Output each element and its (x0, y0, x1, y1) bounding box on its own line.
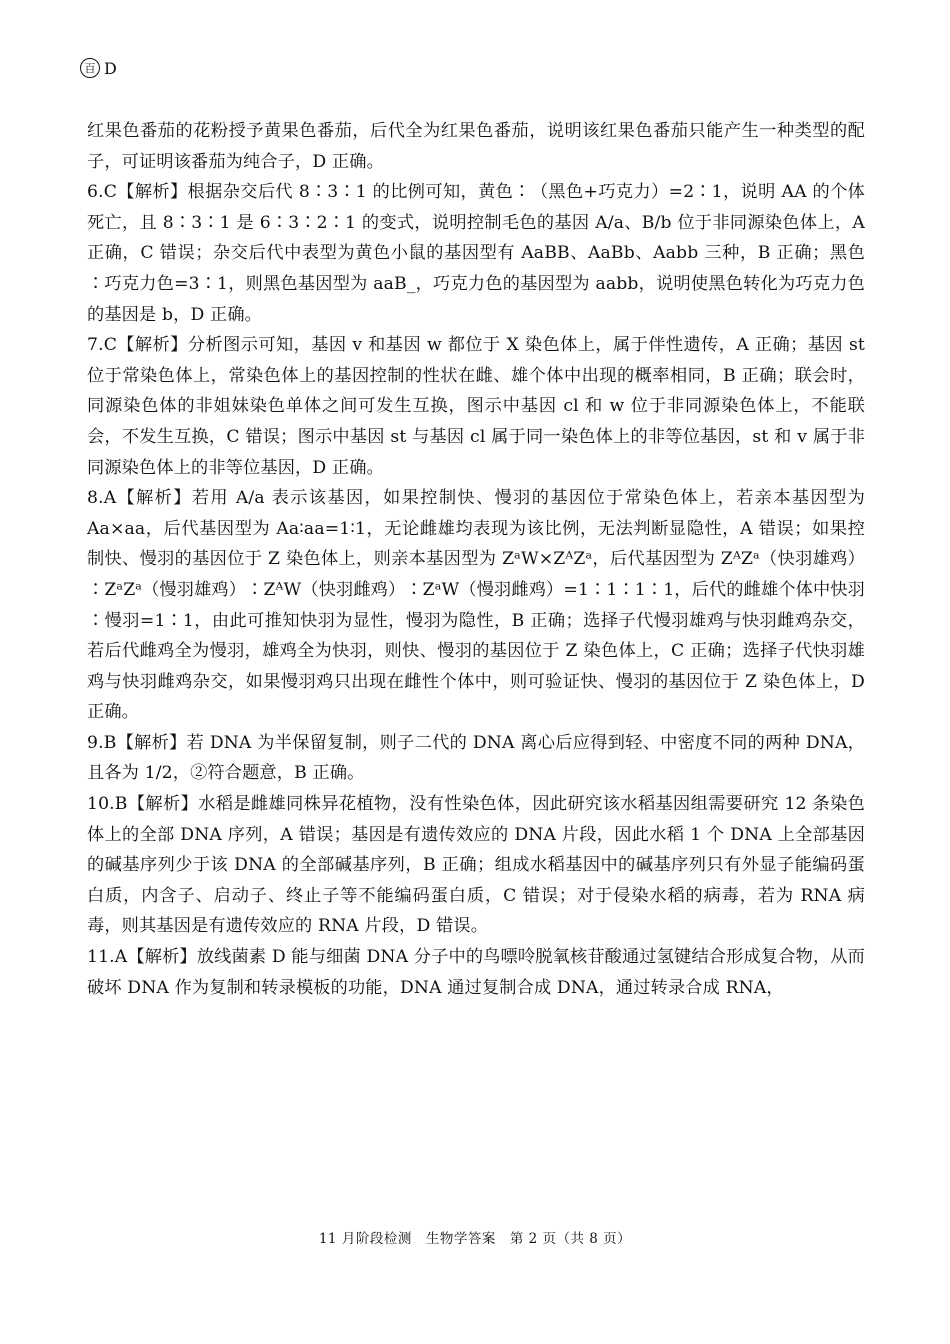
page-footer: 11 月阶段检测 生物学答案 第 2 页（共 8 页） (318, 1231, 632, 1247)
page-corner-mark (80, 58, 117, 78)
answer-paragraph-8: 8.A【解析】若用 A/a 表示该基因，如果控制快、慢羽的基因位于常染色体上，若亲本基因型为 Aa×aa，后代基因型为 Aa∶aa=1∶1，无论雌雄均表现为该比例，无法判断显隐性，A 错误；如果控制快、慢羽的基因位于 Z 染色体上，则亲本基因型为 ZᵃW×ZᴬZᵃ，后代基因型为 ZᴬZᵃ（快羽雄鸡）∶ZᵃZᵃ（慢羽雄鸡）∶ZᴬW（快羽雌鸡）∶ZᵃW（慢羽雌鸡）=1∶1∶1∶1，后代的雌雄个体中快羽∶慢羽=1∶1，由此可推知快羽为显性，慢羽为隐性，B 正确；选择子代慢羽雄鸡与快羽雌鸡杂交，若后代雌鸡全为慢羽，雄鸡全为快羽，则快、慢羽的基因位于 Z 染色体上，C 正确；选择子代快羽雄鸡与快羽雌鸡杂交，如果慢羽鸡只出现在雌性个体中，则可验证快、慢羽的基因位于 Z 染色体上，D 正确。 (87, 488, 866, 723)
answer-paragraph-7: 7.C【解析】分析图示可知，基因 v 和基因 w 都位于 X 染色体上，属于伴性遗传，A 正确；基因 st 位于常染色体上，常染色体上的基因控制的性状在雌、雄个体中出现的概率相同，B 正确；联会时，同源染色体的非姐妹染色单体之间可发生互换，图示中基因 cl 和 w 位于非同源染色体上，不能联会，不发生互换，C 错误；图示中基因 st 与基因 cl 属于同一染色体上的非等位基因，st 和 v 属于非同源染色体上的非等位基因，D 正确。 (87, 335, 865, 478)
answer-content (87, 116, 865, 1003)
answer-paragraph-10: 10.B【解析】水稻是雌雄同株异花植物，没有性染色体，因此研究该水稻基因组需要研究 12 条染色体上的全部 DNA 序列，A 错误；基因是有遗传效应的 DNA 片段，因此水稻 1 个 DNA 上全部基因的碱基序列少于该 DNA 的全部碱基序列，B 正确；组成水稻基因中的碱基序列只有外显子能编码蛋白质，内含子、启动子、终止子等不能编码蛋白质，C 错误；对于侵染水稻的病毒，若为 RNA 病毒，则其基因是有遗传效应的 RNA 片段，D 错误。 (87, 794, 865, 937)
answer-paragraph-11: 11.A【解析】放线菌素 D 能与细菌 DNA 分子中的鸟嘌呤脱氧核苷酸通过氢键结合形成复合物，从而破坏 DNA 作为复制和转录模板的功能，DNA 通过复制合成 DNA，通过转录合成 RNA， (87, 947, 865, 998)
answer-paragraph-9: 9.B【解析】若 DNA 为半保留复制，则子二代的 DNA 离心后应得到轻、中密度不同的两种 DNA，且各为 1/2，②符合题意，B 正确。 (87, 732, 865, 784)
circled-seal-icon: 百 (80, 58, 100, 78)
answer-paragraph-continuation: 红果色番茄的花粉授予黄果色番茄，后代全为红果色番茄，说明该红果色番茄只能产生一种类型的配子，可证明该番茄为纯合子，D 正确。 (87, 121, 865, 172)
corner-label: D (104, 58, 117, 78)
answer-paragraph-6: 6.C【解析】根据杂交后代 8∶3∶1 的比例可知，黄色∶（黑色+巧克力）=2∶1，说明 AA 的个体死亡，且 8∶3∶1 是 6∶3∶2∶1 的变式，说明控制毛色的基因 A/a、B/b 位于非同源染色体上，A 正确，C 错误；杂交后代中表型为黄色小鼠的基因型有 AaBB、AaBb、Aabb 三种，B 正确；黑色∶巧克力色=3∶1，则黑色基因型为 aaB_，巧克力色的基因型为 aabb，说明使黑色转化为巧克力色的基因是 b，D 正确。 (87, 182, 865, 325)
